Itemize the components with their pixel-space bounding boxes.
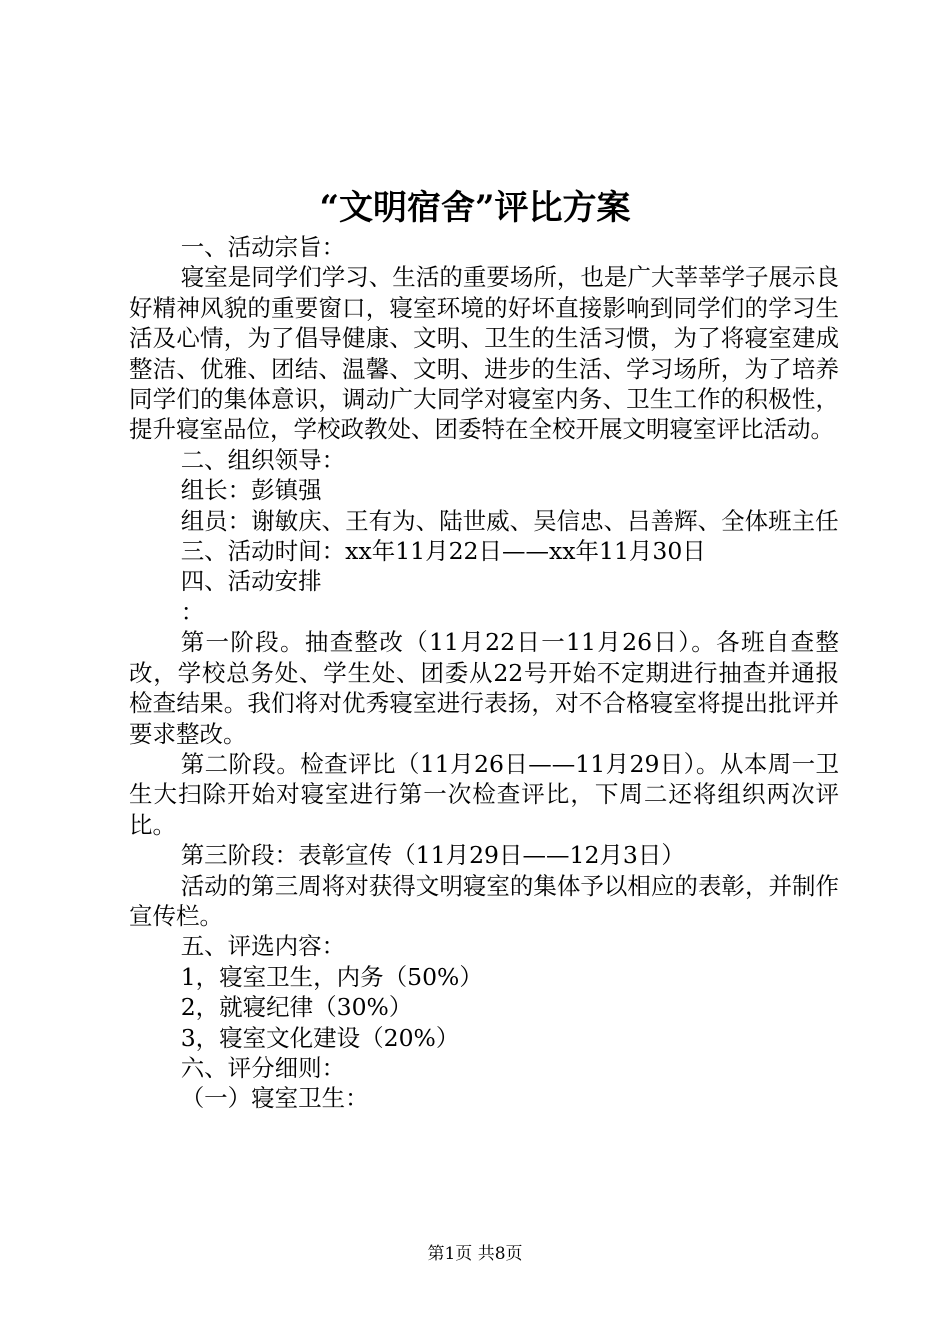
section-heading-time: 三、活动时间：xx年11月22日——xx年11月30日 [180,537,706,566]
paragraph-colon: ： [180,597,205,626]
list-item-culture: 3，寝室文化建设（20%） [180,1023,460,1052]
document-title: “文明宿舍”评比方案 [319,188,631,228]
paragraph-stage-one: 第一阶段。抽查整改（11月22日一11月26日）。各班自查整改，学校总务处、学生处、团委从22号开始不定期进行抽查并通报检查结果。我们将对优秀寝室进行表扬，对不合格寝室将提出批评并要求整改。 [129,628,839,748]
section-heading-purpose: 一、活动宗旨： [180,233,346,261]
paragraph-stage-three-detail: 活动的第三周将对获得文明寝室的集体予以相应的表彰，并制作宣传栏。 [129,871,839,930]
list-item-hygiene: 1，寝室卫生，内务（50%） [180,962,483,991]
paragraph-stage-two: 第二阶段。检查评比（11月26日——11月29日）。从本周一卫生大扫除开始对寝室进行第一次检查评比，下周二还将组织两次评比。 [129,749,839,839]
paragraph-leader: 组长：彭镇强 [180,476,322,505]
section-heading-content: 五、评选内容： [180,932,346,961]
paragraph-stage-three: 第三阶段：表彰宣传（11月29日——12月3日） [180,841,685,870]
paragraph-purpose: 寝室是同学们学习、生活的重要场所，也是广大莘莘学子展示良好精神风貌的重要窗口，寝室环境的好坏直接影响到同学们的学习生活及心情，为了倡导健康、文明、卫生的生活习惯，为了将寝室建成整洁、优雅、团结、温馨、文明、进步的生活、学习场所，为了培养同学们的集体意识，调动广大同学对寝室内务、卫生工作的积极性，提升寝室品位，学校政教处、团委特在全校开展文明寝室评比活动。 [129,263,839,444]
list-item-discipline: 2，就寝纪律（30%） [180,993,413,1022]
subsection-heading-hygiene: （一）寝室卫生： [180,1084,369,1113]
page-footer: 第1页 共8页 [427,1244,523,1264]
section-heading-arrangement: 四、活动安排 [180,567,322,596]
document-body [129,232,839,1114]
section-heading-leadership: 二、组织领导： [180,445,346,474]
paragraph-members: 组员：谢敏庆、王有为、陆世威、吴信忠、吕善辉、全体班主任 [180,506,839,535]
section-heading-rules: 六、评分细则： [180,1053,346,1082]
